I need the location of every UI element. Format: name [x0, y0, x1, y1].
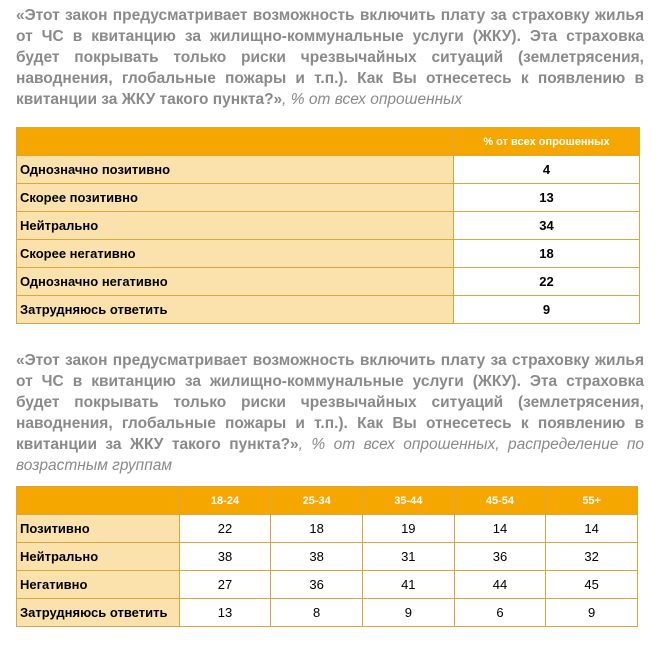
cell-value: 38 [271, 543, 363, 571]
header-percent-all: % от всех опрошенных [454, 128, 640, 156]
row-label: Скорее позитивно [17, 184, 454, 212]
row-value: 18 [454, 240, 640, 268]
row-label: Негативно [17, 571, 180, 599]
cell-value: 44 [454, 571, 546, 599]
row-label: Нейтрально [17, 212, 454, 240]
cell-value: 41 [362, 571, 454, 599]
row-value: 4 [454, 156, 640, 184]
cell-value: 18 [271, 515, 363, 543]
row-label: Затрудняюсь ответить [17, 296, 454, 324]
cell-value: 9 [546, 599, 638, 627]
header-corner-cell [17, 487, 180, 515]
question-2-text: «Этот закон предусматривает возможность включить плату за страховку жилья от ЧС в квитанцию за жилищно-коммунальные услуги (ЖКУ). Эта страховка будет покрывать только риски чрезвычайных ситуаций (землетрясения, наводнения, глобальные пожары и т.п.). Как Вы отнесетесь к появлению в квитанции за ЖКУ такого пункта?» [16, 352, 644, 453]
cell-value: 45 [546, 571, 638, 599]
cell-value: 9 [362, 599, 454, 627]
cell-value: 32 [546, 543, 638, 571]
header-age-18-24: 18-24 [179, 487, 271, 515]
header-age-55-plus: 55+ [546, 487, 638, 515]
table-header-row [17, 487, 638, 515]
cell-value: 22 [179, 515, 271, 543]
table-row [17, 156, 640, 184]
question-1 [16, 5, 644, 110]
cell-value: 6 [454, 599, 546, 627]
header-age-25-34: 25-34 [271, 487, 363, 515]
table-row [17, 543, 638, 571]
row-label: Нейтрально [17, 543, 180, 571]
row-label: Скорее негативно [17, 240, 454, 268]
cell-value: 36 [271, 571, 363, 599]
row-label: Однозначно негативно [17, 268, 454, 296]
cell-value: 14 [454, 515, 546, 543]
table-row [17, 571, 638, 599]
cell-value: 27 [179, 571, 271, 599]
table-row [17, 240, 640, 268]
row-label: Позитивно [17, 515, 180, 543]
cell-value: 8 [271, 599, 363, 627]
cell-value: 31 [362, 543, 454, 571]
question-2 [16, 350, 644, 476]
cell-value: 13 [179, 599, 271, 627]
row-value: 34 [454, 212, 640, 240]
question-1-text: «Этот закон предусматривает возможность включить плату за страховку жилья от ЧС в квитанцию за жилищно-коммунальные услуги (ЖКУ). Эта страховка будет покрывать только риски чрезвычайных ситуаций (землетрясения, наводнения, глобальные пожары и т.п.). Как Вы отнесетесь к появлению в квитанции за ЖКУ такого пункта?» [16, 7, 644, 108]
age-groups-table [16, 486, 638, 627]
cell-value: 38 [179, 543, 271, 571]
row-value: 13 [454, 184, 640, 212]
question-1-note: , % от всех опрошенных [282, 91, 463, 108]
table-row [17, 184, 640, 212]
row-label: Затрудняюсь ответить [17, 599, 180, 627]
table-row [17, 296, 640, 324]
overall-results-table [16, 127, 640, 324]
cell-value: 14 [546, 515, 638, 543]
table-row [17, 599, 638, 627]
question-2-note: , % от всех опрошенных, распределение по возрастным группам [16, 436, 645, 474]
table-row [17, 515, 638, 543]
row-label: Однозначно позитивно [17, 156, 454, 184]
row-value: 9 [454, 296, 640, 324]
cell-value: 19 [362, 515, 454, 543]
header-corner-cell [17, 128, 454, 156]
table-header-row [17, 128, 640, 156]
cell-value: 36 [454, 543, 546, 571]
table-row [17, 212, 640, 240]
table-row [17, 268, 640, 296]
header-age-35-44: 35-44 [362, 487, 454, 515]
header-age-45-54: 45-54 [454, 487, 546, 515]
row-value: 22 [454, 268, 640, 296]
